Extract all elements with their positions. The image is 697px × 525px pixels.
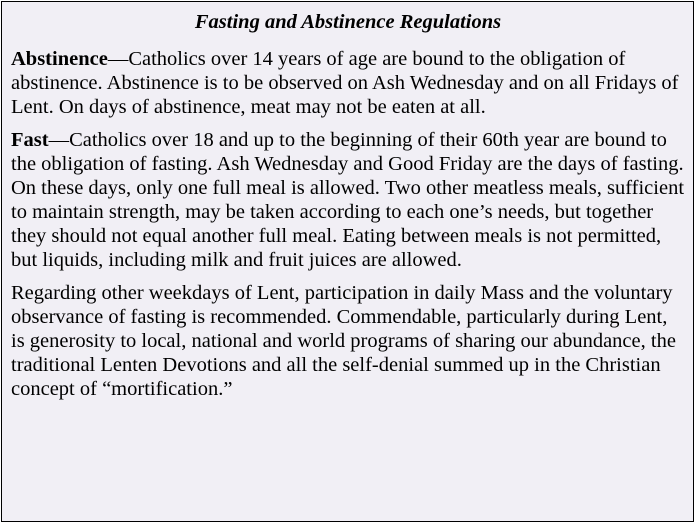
- weekdays-text: Regarding other weekdays of Lent, participation in daily Mass and the voluntary observance of fasting is recommended. Commendable, particularly during Lent, is generosity to local, national and world programs of sharing our abundance, the traditional Lenten Devotions and all the self-denial summed up in the Christian concept of “mortification.”: [11, 282, 676, 400]
- fast-text: —Catholics over 18 and up to the beginning of their 60th year are bound to the obligation of fasting. Ash Wednesday and Good Friday are the days of fasting. On these days, only one full meal is allowed. Two other meatless meals, sufficient to maintain strength, may be taken according to each one’s needs, but together they should not equal another full meal. Eating between meals is not permitted, but liquids, including milk and fruit juices are allowed.: [11, 129, 685, 271]
- regulations-box: [1, 1, 694, 522]
- fast-term: Fast: [11, 129, 49, 151]
- weekdays-paragraph: [11, 281, 685, 401]
- abstinence-text: —Catholics over 14 years of age are bound to the obligation of abstinence. Abstinence is to be observed on Ash Wednesday and on all Fridays of Lent. On days of abstinence, meat may not be eaten at all.: [11, 48, 679, 118]
- fast-paragraph: [11, 128, 685, 272]
- abstinence-term: Abstinence: [11, 48, 108, 70]
- abstinence-paragraph: [11, 47, 685, 119]
- box-title: Fasting and Abstinence Regulations: [194, 11, 502, 33]
